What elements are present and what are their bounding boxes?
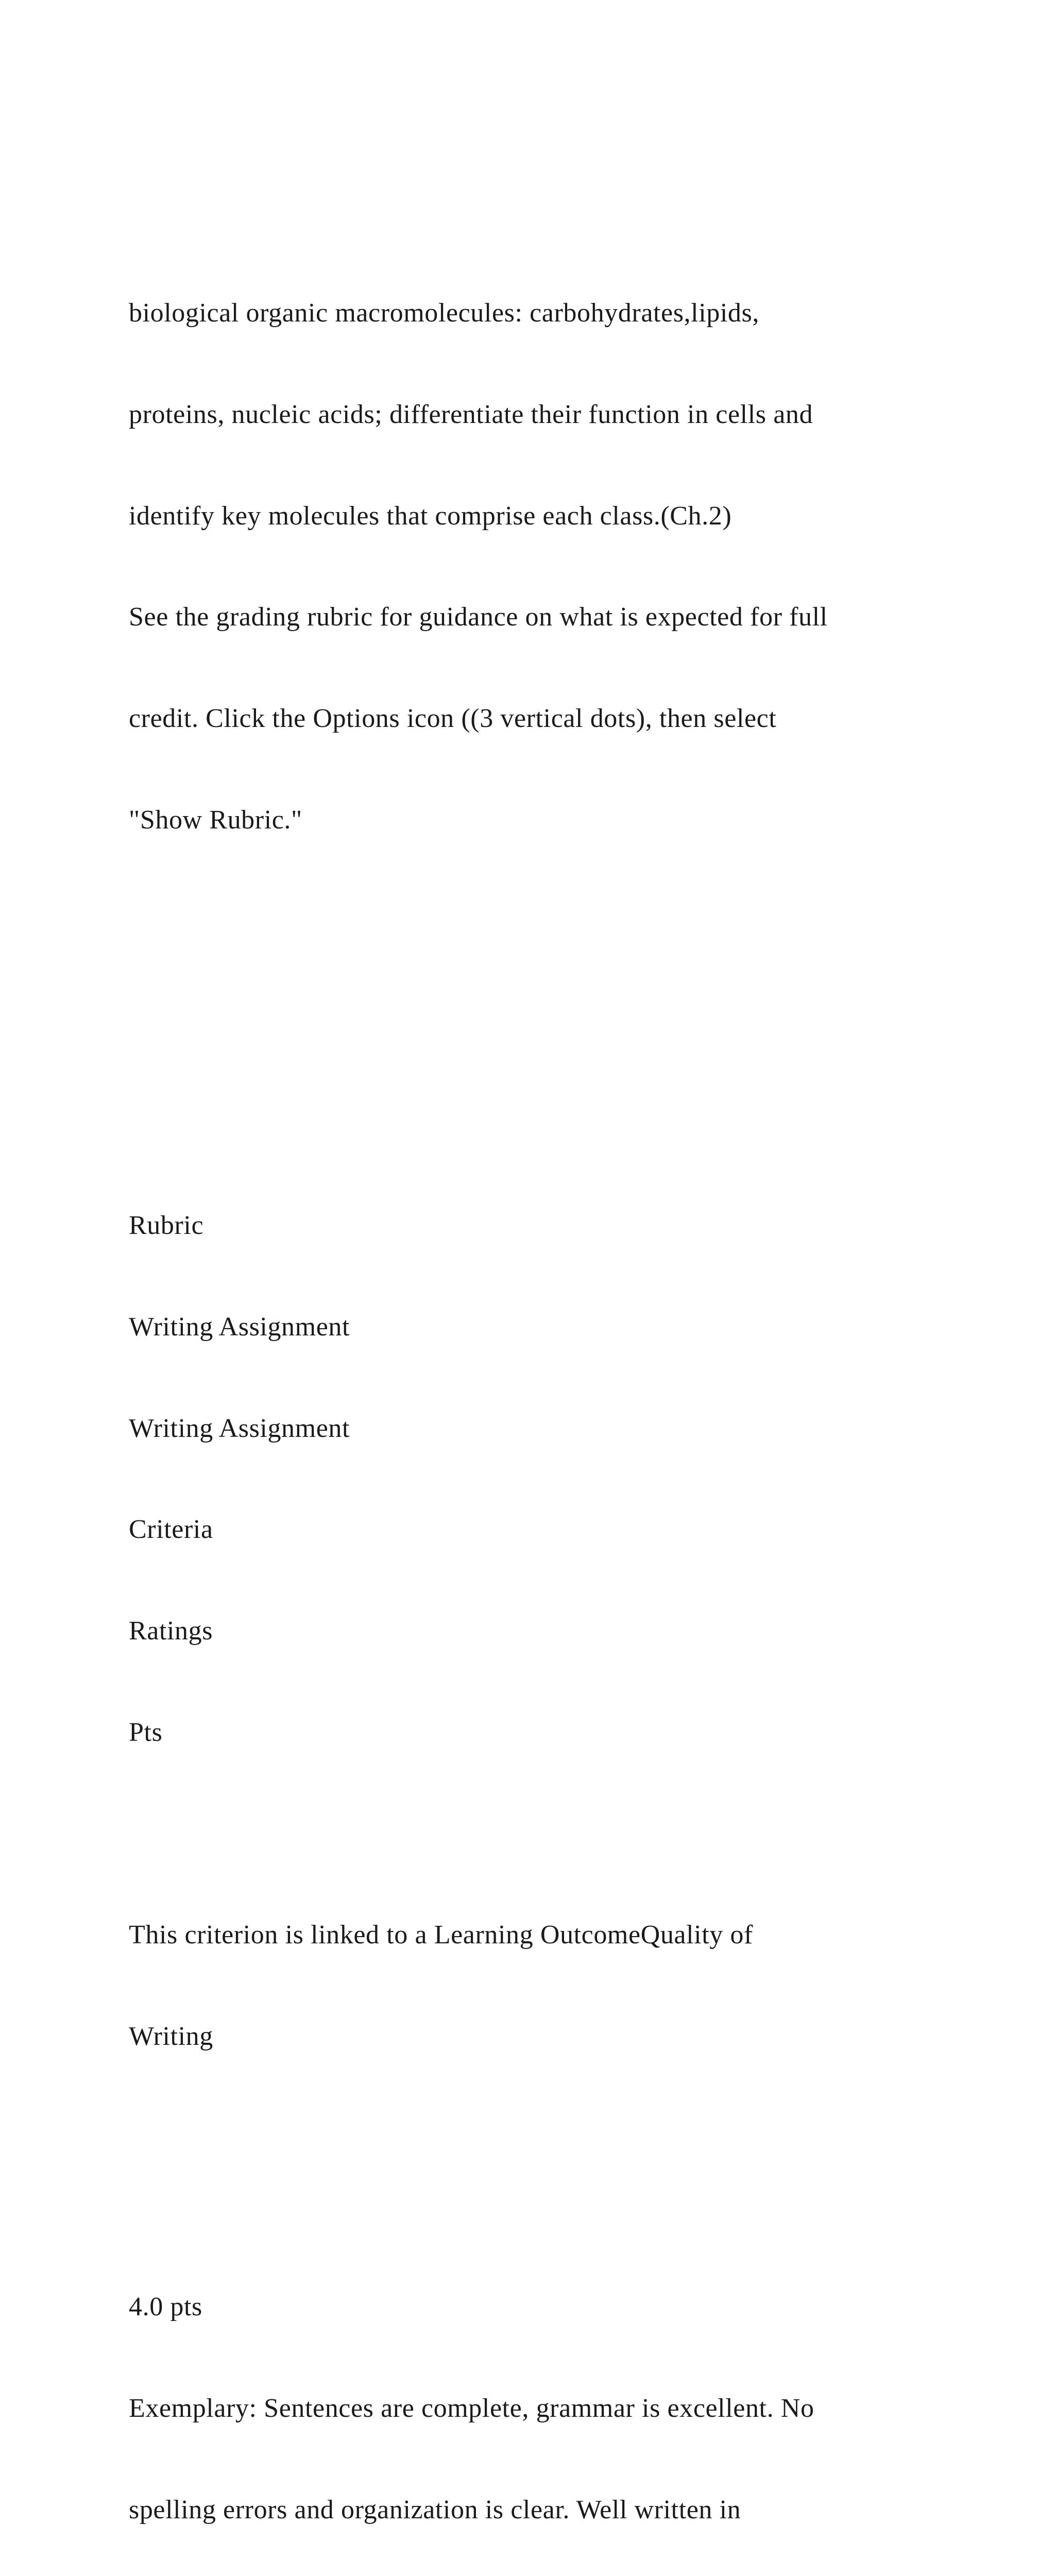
intro-line: proteins, nucleic acids; differentiate their function in cells and [129,399,813,429]
intro-paragraph [129,229,979,905]
intro-line: credit. Click the Options icon ((3 vertical dots), then select [129,704,777,734]
criterion-line: This criterion is linked to a Learning OutcomeQuality of [129,1920,753,1950]
document-text [129,127,979,2576]
rating-description: Exemplary: Sentences are complete, grammar is excellent. No [129,2393,814,2423]
rating-exemplary [129,2223,979,2576]
rubric-name: Writing Assignment [129,1413,350,1443]
rubric-header-ratings: Ratings [129,1616,213,1646]
rubric-header-criteria: Criteria [129,1515,213,1545]
rubric-title: Rubric [129,1211,204,1240]
rubric-name: Writing Assignment [129,1312,350,1342]
blank-line [129,1006,979,1040]
rating-pts: 4.0 pts [129,2292,202,2321]
intro-line: "Show Rubric." [129,805,302,835]
criterion-line: Writing [129,2022,213,2052]
intro-line: identify key molecules that comprise each class.(Ch.2) [129,501,732,531]
rubric-section [129,1141,979,2576]
intro-line: See the grading rubric for guidance on what is expected for full [129,602,828,632]
rubric-header-pts: Pts [129,1717,163,1747]
intro-line: biological organic macromolecules: carbohydrates,lipids, [129,298,759,328]
rating-description: spelling errors and organization is clear. Well written in [129,2495,741,2524]
criterion-description [129,1851,979,2121]
